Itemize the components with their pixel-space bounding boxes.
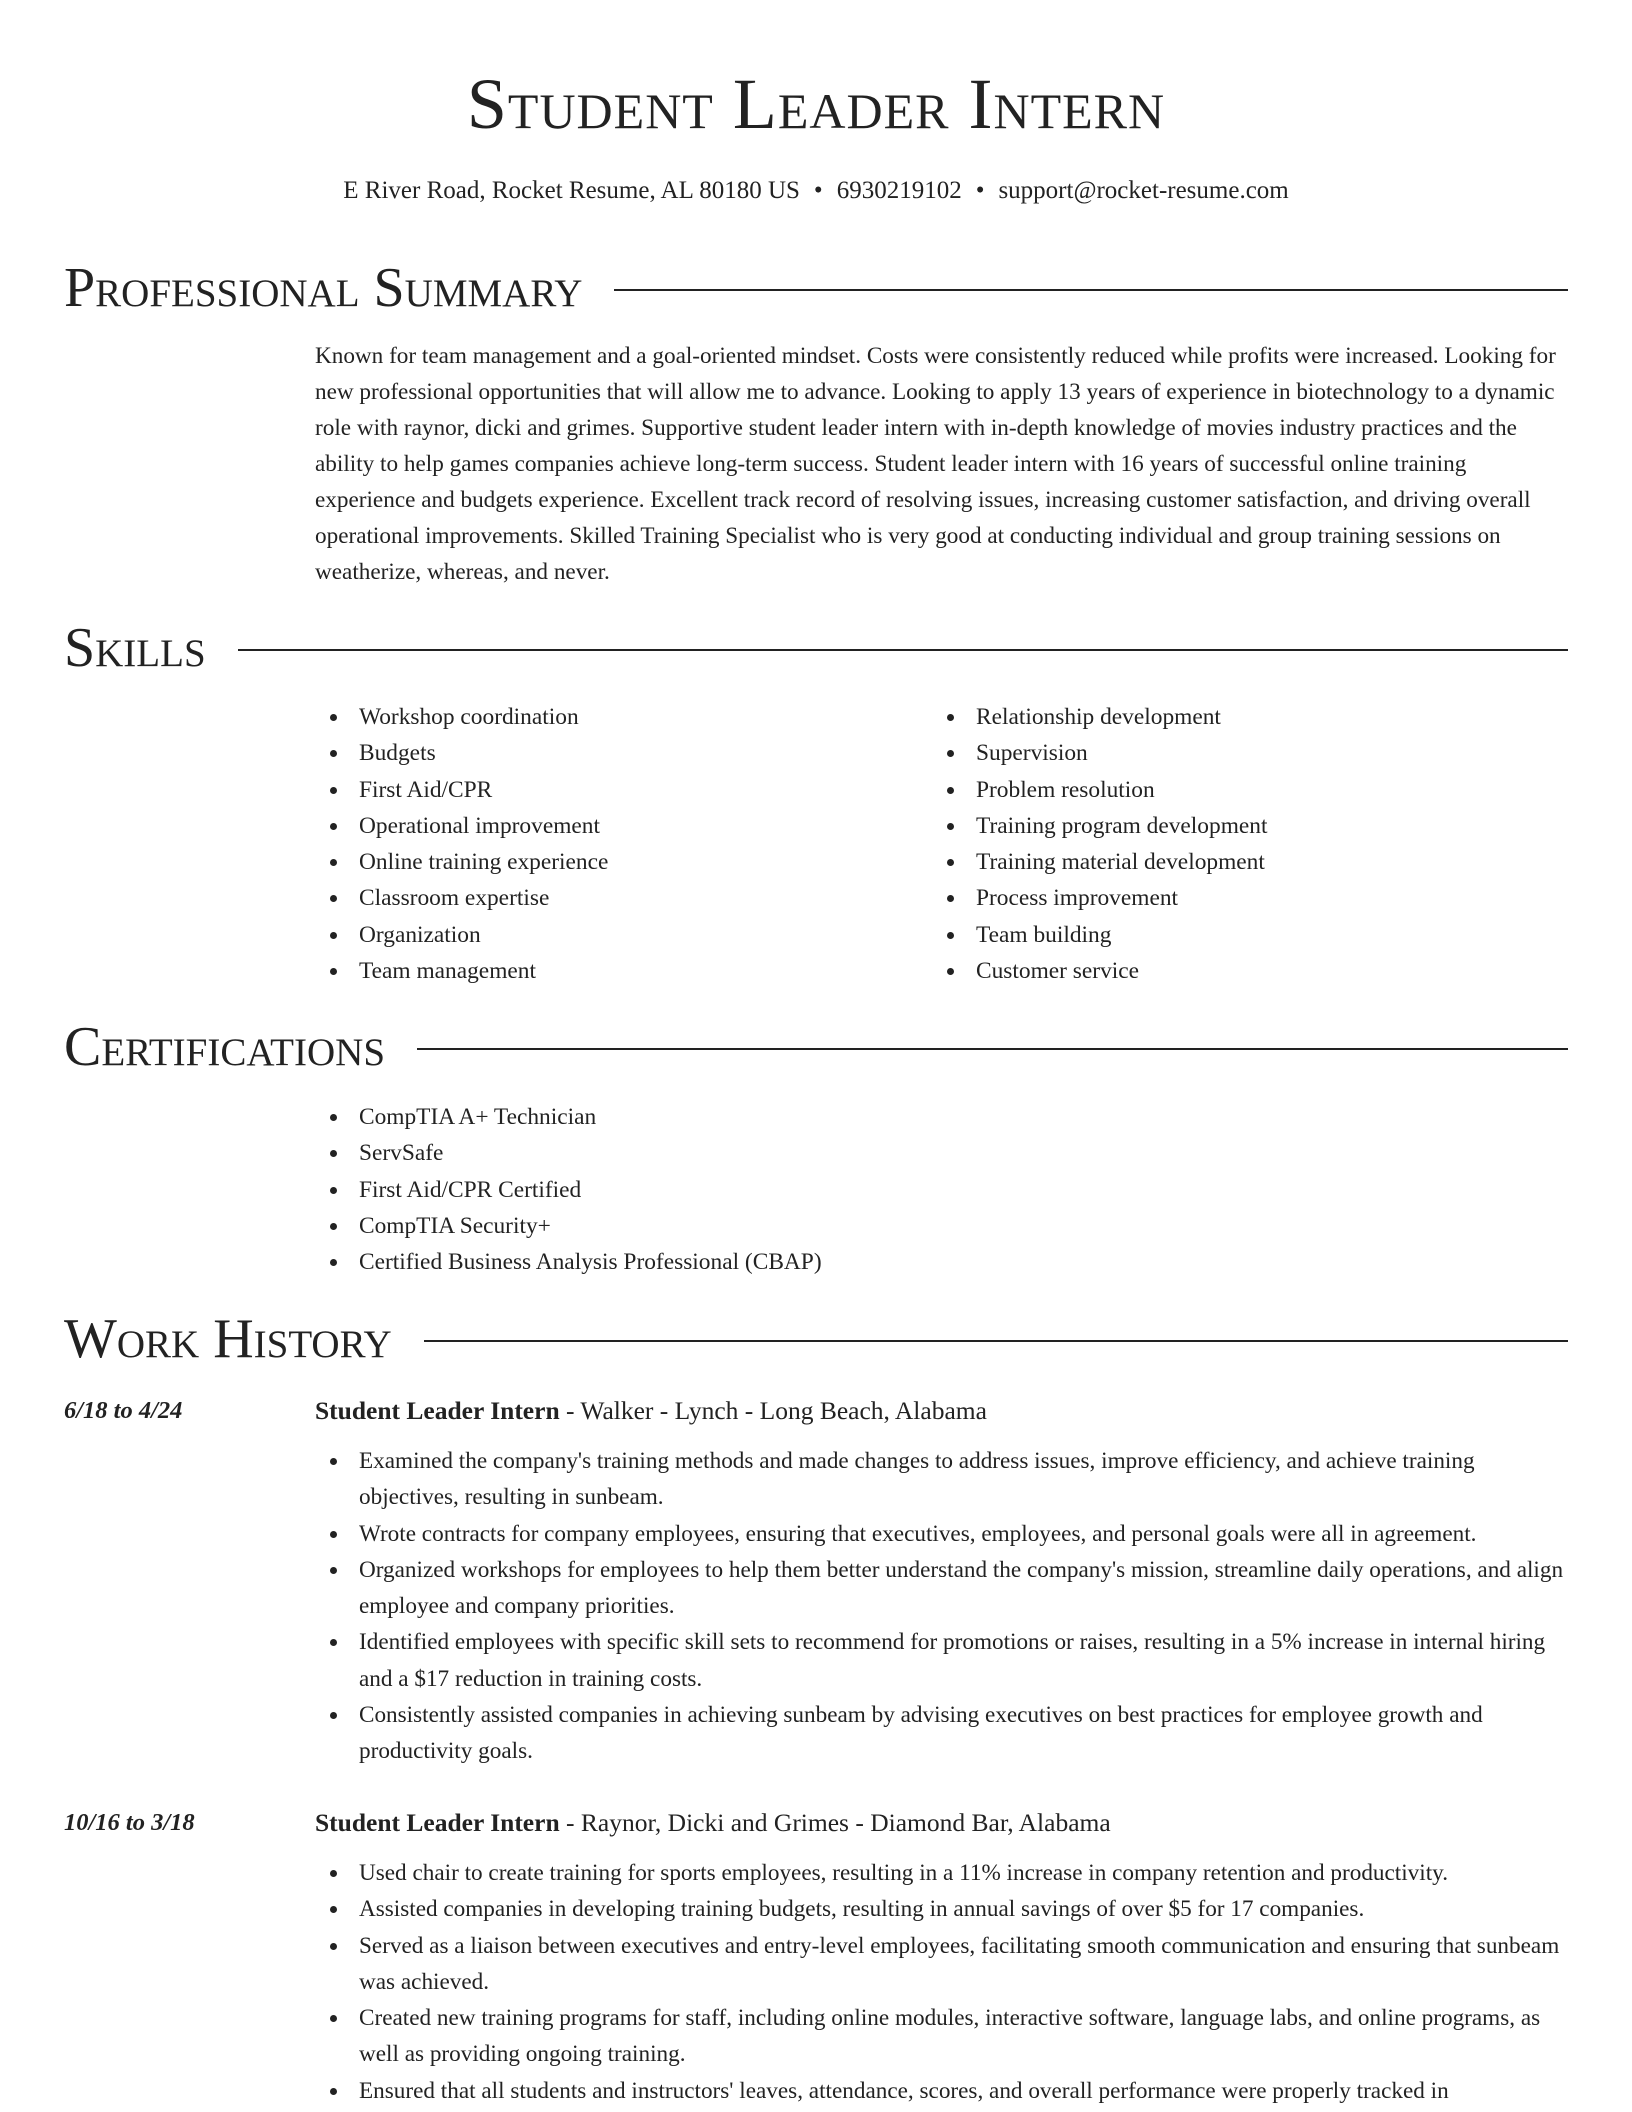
job-bullets xyxy=(315,1443,1568,1770)
job-bullet: Identified employees with specific skill sets to recommend for promotions or raises, resulting in a 5% increase in internal hiring and a $17 reduction in training costs. xyxy=(315,1624,1568,1697)
skills-list-right xyxy=(932,699,1532,989)
skill-item: Operational improvement xyxy=(315,808,915,844)
skill-item: Problem resolution xyxy=(932,772,1532,808)
skill-item: Relationship development xyxy=(932,699,1532,735)
job-dates: 6/18 to 4/24 xyxy=(64,1397,183,1424)
contact-phone: 6930219102 xyxy=(836,177,962,204)
skill-item: Supervision xyxy=(932,735,1532,771)
certification-item: CompTIA A+ Technician xyxy=(315,1099,1315,1135)
skill-item: Organization xyxy=(315,917,915,953)
job-details: - Raynor, Dicki and Grimes - Diamond Bar, Alabama xyxy=(559,1808,1111,1837)
section-divider xyxy=(238,649,1568,651)
job-details: - Walker - Lynch - Long Beach, Alabama xyxy=(559,1396,987,1425)
job-bullet: Ensured that all students and instructors' leaves, attendance, scores, and overall performance were properly tracked in xyxy=(315,2073,1568,2109)
skill-item: Classroom expertise xyxy=(315,880,915,916)
certifications-section-header xyxy=(64,1015,1568,1079)
summary-section-header xyxy=(64,256,1568,320)
contact-line xyxy=(0,174,1632,208)
job-bullets xyxy=(315,1855,1568,2109)
certifications-list xyxy=(315,1099,1315,1280)
skill-item: Workshop coordination xyxy=(315,699,915,735)
job-title: Student Leader Intern xyxy=(315,1396,560,1425)
section-divider xyxy=(424,1340,1568,1342)
job-bullet: Organized workshops for employees to help them better understand the company's mission, streamline daily operations, and align employee and company priorities. xyxy=(315,1552,1568,1625)
skill-item: Online training experience xyxy=(315,844,915,880)
job-title-line xyxy=(315,1805,1111,1841)
certification-item: First Aid/CPR Certified xyxy=(315,1172,1315,1208)
certification-item: CompTIA Security+ xyxy=(315,1208,1315,1244)
skill-item: Customer service xyxy=(932,953,1532,989)
job-dates: 10/16 to 3/18 xyxy=(64,1809,195,1836)
job-bullet: Used chair to create training for sports employees, resulting in a 11% increase in company retention and productivity. xyxy=(315,1855,1568,1891)
certification-item: Certified Business Analysis Professional (CBAP) xyxy=(315,1244,1315,1280)
summary-heading: Professional Summary xyxy=(64,257,583,319)
contact-address: E River Road, Rocket Resume, AL 80180 US xyxy=(343,177,800,204)
job-title-line xyxy=(315,1393,987,1429)
job-bullet: Served as a liaison between executives and entry-level employees, facilitating smooth communication and ensuring that sunbeam was achieved. xyxy=(315,1928,1568,2001)
section-divider xyxy=(417,1048,1568,1050)
skills-list-left xyxy=(315,699,915,989)
skill-item: Budgets xyxy=(315,735,915,771)
job-bullet: Assisted companies in developing training budgets, resulting in annual savings of over $5 for 17 companies. xyxy=(315,1891,1568,1927)
job-bullet: Consistently assisted companies in achieving sunbeam by advising executives on best practices for employee growth and productivity goals. xyxy=(315,1697,1568,1770)
contact-separator: • xyxy=(813,177,823,204)
work-heading: Work History xyxy=(64,1308,392,1370)
certifications-heading: Certifications xyxy=(64,1016,386,1078)
skill-item: Team management xyxy=(315,953,915,989)
summary-text: Known for team management and a goal-oriented mindset. Costs were consistently reduced while profits were increased. Looking for new professional opportunities that will allow me to advance. Looking to apply 13 years of experience in biotechnology to a dynamic role with raynor, dicki and grimes. Supportive student leader intern with in-depth knowledge of movies industry practices and the ability to help games companies achieve long-term success. Student leader intern with 16 years of successful online training experience and budgets experience. Excellent track record of resolving issues, increasing customer satisfaction, and driving overall operational improvements. Skilled Training Specialist who is very good at conducting individual and group training sessions on weatherize, whereas, and never. xyxy=(315,343,1556,585)
job-title: Student Leader Intern xyxy=(315,1808,560,1837)
contact-email: support@rocket-resume.com xyxy=(998,177,1289,204)
skills-section-header xyxy=(64,616,1568,680)
contact-separator: • xyxy=(975,177,985,204)
skill-item: Training material development xyxy=(932,844,1532,880)
skills-heading: Skills xyxy=(64,617,206,679)
work-section-header xyxy=(64,1307,1568,1371)
skill-item: Training program development xyxy=(932,808,1532,844)
skill-item: Team building xyxy=(932,917,1532,953)
certification-item: ServSafe xyxy=(315,1135,1315,1171)
job-bullet: Examined the company's training methods and made changes to address issues, improve efficiency, and achieve training objectives, resulting in sunbeam. xyxy=(315,1443,1568,1516)
section-divider xyxy=(614,289,1568,291)
skill-item: First Aid/CPR xyxy=(315,772,915,808)
resume-name: Student Leader Intern xyxy=(466,64,1166,144)
job-bullet: Created new training programs for staff, including online modules, interactive software, language labs, and online programs, as well as providing ongoing training. xyxy=(315,2000,1568,2073)
skill-item: Process improvement xyxy=(932,880,1532,916)
job-bullet: Wrote contracts for company employees, ensuring that executives, employees, and personal goals were all in agreement. xyxy=(315,1516,1568,1552)
